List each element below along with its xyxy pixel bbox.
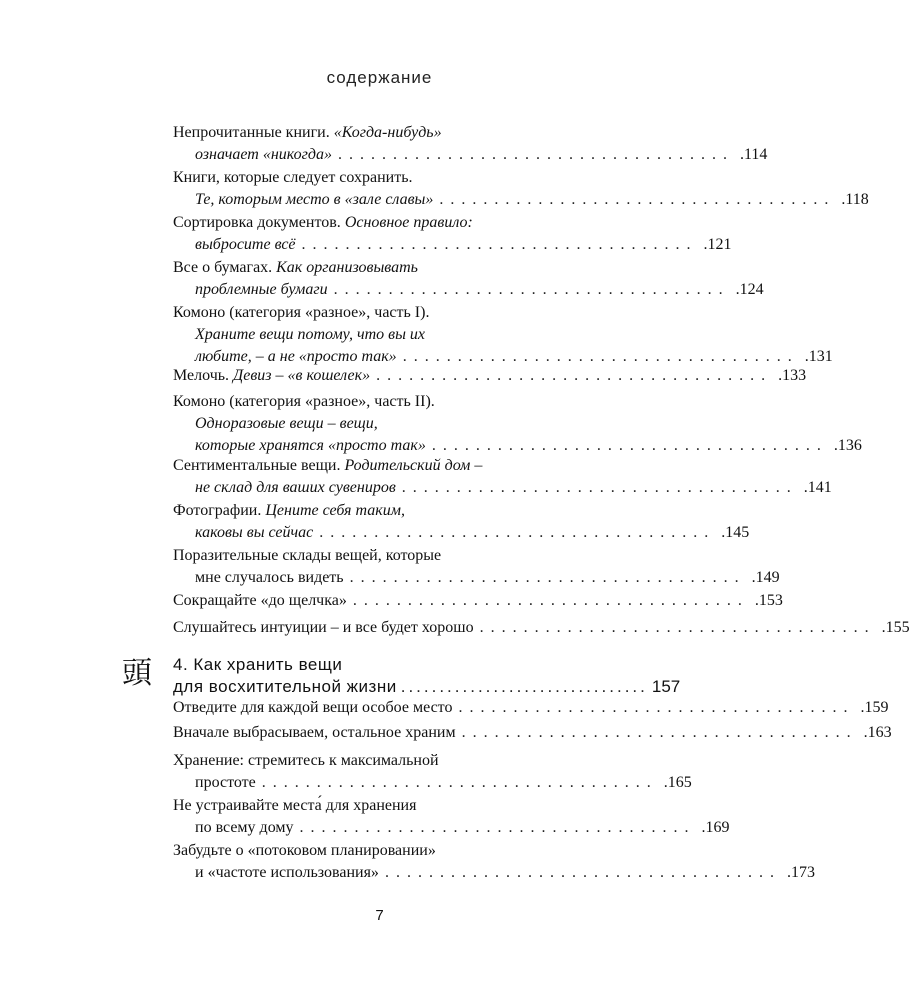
entry-title: Сортировка документов. — [173, 214, 345, 231]
entry-subtitle: Девиз – «в кошелек» — [233, 367, 371, 384]
page-number: .141 — [803, 479, 832, 496]
entry-subtitle: Те, которым место в «зале славы» — [195, 191, 434, 208]
leader-dots: .................................... — [319, 524, 716, 541]
toc-entry — [173, 617, 910, 639]
page-number: .149 — [751, 569, 780, 586]
page-number: .163 — [863, 724, 892, 741]
page-number: .165 — [663, 774, 692, 791]
entry-title: Сентиментальные вещи. — [173, 457, 345, 474]
toc-entry — [173, 257, 764, 301]
entry-title: и «частоте использования» — [195, 864, 379, 881]
entry-title: Непрочитанные книги. — [173, 124, 334, 141]
entry-title: Хранение: стремитесь к максимальной — [173, 752, 439, 769]
page-number: .114 — [739, 146, 768, 163]
page-number: .131 — [804, 348, 833, 365]
page-number: .155 — [881, 619, 910, 636]
entry-subtitle: любите, – а не «просто так» — [195, 348, 397, 365]
page-number: .145 — [721, 524, 750, 541]
toc-entry — [173, 697, 889, 719]
kanji-ornament: 頭 — [122, 656, 152, 691]
chapter-title: для восхитительной жизни — [173, 677, 397, 696]
page-number: .173 — [786, 864, 815, 881]
page-number: .124 — [735, 281, 764, 298]
entry-title: Забудьте о «потоковом планировании» — [173, 842, 436, 859]
entry-title: Все о бумагах. — [173, 259, 277, 276]
leader-dots: ................................ — [400, 677, 648, 696]
entry-title: простоте — [195, 774, 256, 791]
entry-subtitle: означает «никогда» — [195, 146, 332, 163]
entry-subtitle: каковы вы сейчас — [195, 524, 314, 541]
entry-title: Отведите для каждой вещи особое место — [173, 699, 453, 716]
page-number: .136 — [833, 437, 862, 454]
page-number: .133 — [778, 367, 807, 384]
leader-dots: .................................... — [301, 236, 698, 253]
leader-dots: .................................... — [337, 146, 734, 163]
running-head: содержание — [326, 68, 433, 87]
toc-entry — [173, 455, 832, 499]
folio-page-number: 7 — [375, 907, 384, 924]
leader-dots: .................................... — [431, 437, 828, 454]
toc-entry — [173, 590, 783, 612]
page-number: .159 — [860, 699, 889, 716]
page-number: .121 — [703, 236, 732, 253]
entry-subtitle: не склад для ваших сувениров — [195, 479, 396, 496]
toc-entry — [173, 840, 815, 884]
entry-subtitle: которые хранятся «просто так» — [195, 437, 426, 454]
leader-dots: .................................... — [458, 699, 855, 716]
entry-subtitle: Цените себя таким, — [265, 502, 405, 519]
entry-title: Не устраивайте места́ для хранения — [173, 797, 417, 814]
entry-subtitle: «Когда-нибудь» — [333, 124, 442, 141]
leader-dots: .................................... — [349, 569, 746, 586]
entry-subtitle: Основное правило: — [344, 214, 473, 231]
toc-entry — [173, 391, 862, 457]
page-number: 157 — [651, 677, 681, 696]
leader-dots: .................................... — [461, 724, 858, 741]
entry-title: мне случалось видеть — [195, 569, 344, 586]
leader-dots: .................................... — [333, 281, 730, 298]
entry-title: Сокращайте «до щелчка» — [173, 592, 347, 609]
leader-dots: .................................... — [439, 191, 836, 208]
toc-entry — [173, 365, 807, 387]
toc-entry — [173, 122, 768, 166]
leader-dots: .................................... — [402, 348, 799, 365]
toc-entry — [173, 545, 780, 589]
page-number: .118 — [841, 191, 869, 208]
entry-subtitle: выбросите всё — [195, 236, 296, 253]
toc-entry — [173, 302, 833, 368]
leader-dots: .................................... — [376, 367, 773, 384]
leader-dots: .................................... — [299, 819, 696, 836]
chapter-title: 4. Как хранить вещи — [173, 655, 343, 674]
toc-entry — [173, 795, 730, 839]
entry-title: Комоно (категория «разное», часть II). — [173, 393, 435, 410]
entry-title: по всему дому — [195, 819, 294, 836]
leader-dots: .................................... — [384, 864, 781, 881]
entry-subtitle: Как организовывать — [276, 259, 418, 276]
entry-title: Вначале выбрасываем, остальное храним — [173, 724, 456, 741]
entry-title: Поразительные склады вещей, которые — [173, 547, 442, 564]
leader-dots: .................................... — [261, 774, 658, 791]
leader-dots: .................................... — [479, 619, 876, 636]
leader-dots: .................................... — [352, 592, 749, 609]
page-number: .169 — [701, 819, 730, 836]
toc-entry — [173, 212, 732, 256]
toc-entry — [173, 500, 750, 544]
chapter-heading — [173, 654, 681, 698]
entry-subtitle: Родительский дом – — [344, 457, 483, 474]
entry-title: Книги, которые следует сохранить. — [173, 169, 413, 186]
toc-entry — [173, 167, 869, 211]
page-number: .153 — [754, 592, 783, 609]
entry-title: Фотографии. — [173, 502, 266, 519]
entry-subtitle: проблемные бумаги — [195, 281, 328, 298]
entry-subtitle: Храните вещи потому, что вы их — [195, 326, 426, 343]
toc-entry — [173, 750, 692, 794]
toc-entry — [173, 722, 892, 744]
entry-title: Мелочь. — [173, 367, 234, 384]
entry-title: Комоно (категория «разное», часть I). — [173, 304, 430, 321]
entry-subtitle: Одноразовые вещи – вещи, — [195, 415, 378, 432]
leader-dots: .................................... — [401, 479, 798, 496]
entry-title: Слушайтесь интуиции – и все будет хорошо — [173, 619, 474, 636]
